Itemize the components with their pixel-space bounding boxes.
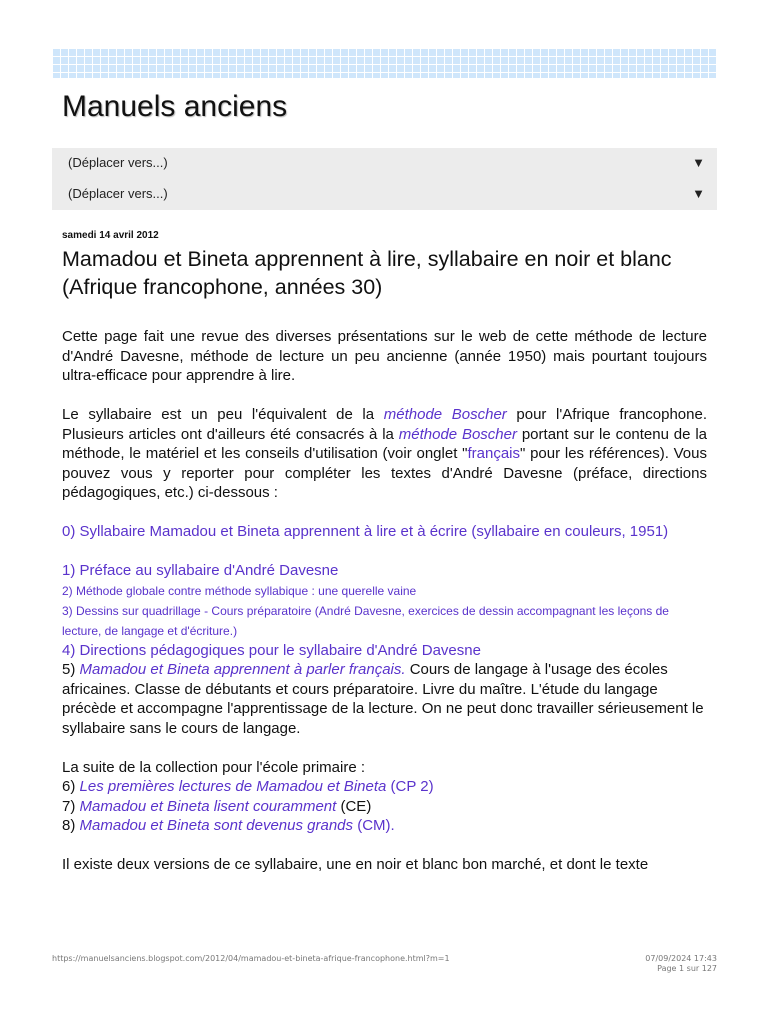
print-datetime: 07/09/2024 17:43 [645, 954, 717, 963]
syllabaire-couleurs-item [62, 522, 707, 542]
post-content [52, 210, 717, 875]
post-title: Mamadou et Bineta apprennent à lire, syllabaire en noir et blanc (Afrique francophone, années 30) [62, 247, 672, 299]
methode-boscher-link-2[interactable]: méthode Boscher [398, 425, 517, 443]
devenus-grands-link[interactable]: Mamadou et Bineta sont devenus grands (CM). [79, 817, 395, 834]
page-url: https://manuelsanciens.blogspot.com/2012/04/mamadou-et-bineta-afrique-francophone.html?m=1 [52, 954, 450, 963]
premieres-lectures-link[interactable]: Les premières lectures de Mamadou et Bineta (CP 2) [79, 778, 434, 795]
item-tail: (CE) [336, 797, 372, 815]
methode-boscher-link[interactable]: méthode Boscher [383, 406, 507, 423]
item-number: 6) [62, 778, 80, 795]
versions-paragraph: Il existe deux versions de ce syllabaire, une en noir et blanc bon marché, et dont le texte [62, 856, 649, 873]
post-body [62, 327, 707, 875]
chevron-down-icon: ▼ [692, 155, 705, 170]
numbered-list [62, 561, 707, 738]
nav-dropdown-label: (Déplacer vers...) [68, 155, 168, 170]
item-number: 7) [62, 797, 80, 815]
text-span: Le syllabaire est un peu l'équivalent de la [62, 406, 384, 423]
blog-banner [52, 48, 717, 78]
directions-pedagogiques-link[interactable]: 4) Directions pédagogiques pour le syllabaire d'André Davesne [62, 641, 481, 659]
intro-paragraph: Cette page fait une revue des diverses présentations sur le web de cette méthode de lecture d'André Davesne, méthode de lecture un peu ancienne (année 1950) mais pourtant toujours ultra-efficace pour apprendre à lire. [62, 328, 707, 384]
text-span: portant sur le contenu de la méthode, le matériel et les conseils d'utilisation (voir onglet " [62, 425, 707, 462]
item-number: 5) [62, 661, 80, 678]
collection-list [62, 758, 707, 836]
item-number: 8) [62, 817, 80, 834]
page-container [52, 48, 717, 894]
methode-globale-link[interactable]: 2) Méthode globale contre méthode syllabique : une querelle vaine [62, 583, 417, 598]
print-meta [645, 954, 717, 974]
syllabaire-couleurs-link[interactable]: 0) Syllabaire Mamadou et Bineta apprennent à lire et à écrire (syllabaire en couleurs, 1951) [62, 523, 669, 540]
preface-link[interactable]: 1) Préface au syllabaire d'André Davesne [62, 562, 339, 579]
item-description: Cours de langage à l'usage des écoles africaines. Classe de débutants et cours préparatoire. Livre du maître. L'étude du langage précède et accompagne l'apprentissage de la lecture. On ne peut donc travailler sérieusement le syllabaire sans le cours de langage. [62, 661, 704, 737]
nav-dropdown-pages[interactable] [52, 148, 717, 179]
boscher-paragraph [62, 405, 707, 503]
nav-dropdown-labels[interactable] [52, 179, 717, 210]
blog-header [52, 78, 717, 148]
chevron-down-icon: ▼ [692, 186, 705, 201]
text-span: " pour les références). Vous pouvez vous y reporter pour compléter les textes d'André Davesne (préface, directions pédagogiques, etc.) ci-dessous : [62, 445, 707, 501]
apprennent-parler-link[interactable]: Mamadou et Bineta apprennent à parler français. [79, 661, 406, 678]
text-span: pour l'Afrique francophone. Plusieurs articles ont d'ailleurs été consacrés à la [62, 406, 707, 443]
blog-title[interactable]: Manuels anciens [62, 90, 288, 123]
page-number: Page 1 sur 127 [657, 964, 717, 973]
post-date: samedi 14 avril 2012 [62, 230, 159, 241]
dessins-quadrillage-link[interactable]: 3) Dessins sur quadrillage - Cours préparatoire (André Davesne, exercices de dessin accompagnant les leçons de lecture, de langage et d'écriture.) [62, 603, 669, 638]
nav-dropdown-label: (Déplacer vers...) [68, 186, 168, 201]
lisent-couramment-link[interactable]: Mamadou et Bineta lisent couramment [79, 797, 337, 815]
francais-tab-link[interactable]: français [467, 445, 520, 462]
collection-intro: La suite de la collection pour l'école primaire : [62, 758, 366, 776]
